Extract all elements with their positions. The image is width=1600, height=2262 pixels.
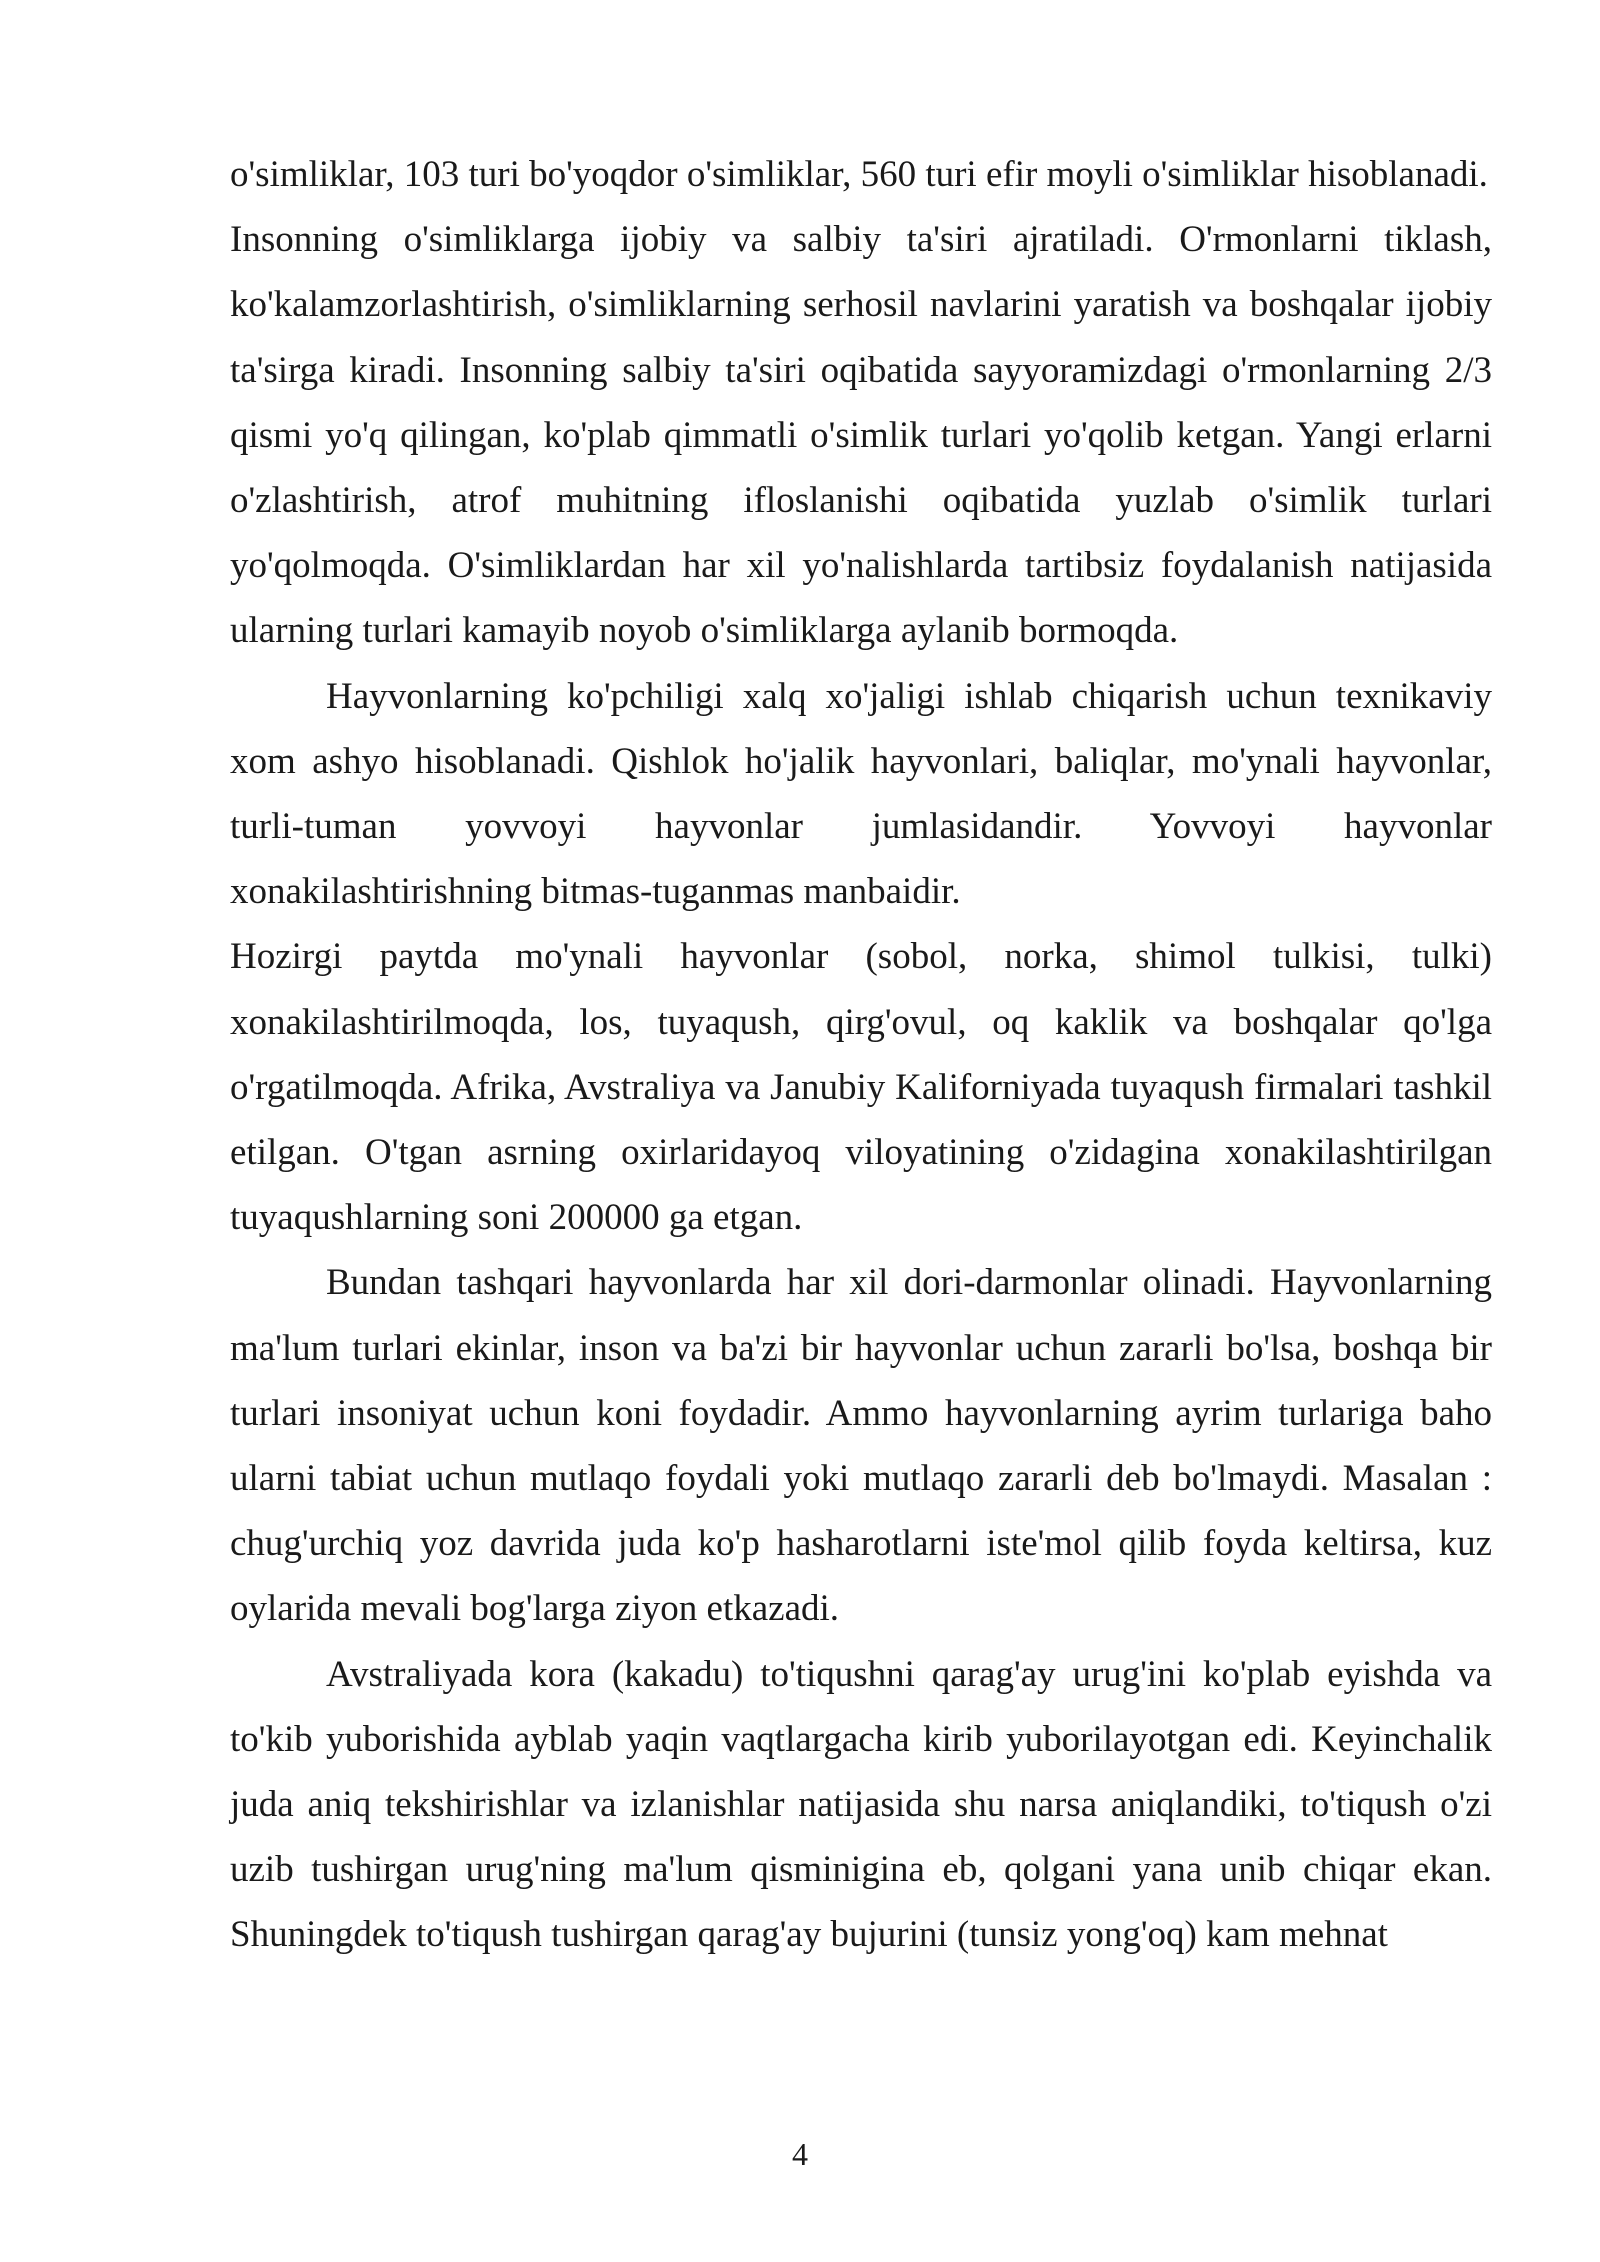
paragraph: Insonning o'simliklarga ijobiy va salbiy ta'siri ajratiladi. O'rmonlarni tiklash, ko'kalamzorlashtirish, o'simliklarning serhosil navlarini yaratish va boshqalar ijobiy ta'sirga kiradi. Insonning salbiy ta'siri oqibatida sayyoramizdagi o'rmonlarning 2/3 qismi yo'q qilingan, ko'plab qimmatli o'simlik turlari yo'qolib ketgan. Yangi erlarni o'zlashtirish, atrof muhitning ifloslanishi oqibatida yuzlab o'simlik turlari yo'qolmoqda. O'simliklardan har xil yo'nalishlarda tartibsiz foydalanish natijasida ularning turlari kamayib noyob o'simliklarga aylanib bormoqda.: [230, 219, 1492, 652]
paragraph: Hozirgi paytda mo'ynali hayvonlar (sobol, norka, shimol tulkisi, tulki) xonakilashtirilmoqda, los, tuyaqush, qirg'ovul, oq kaklik va boshqalar qo'lga o'rgatilmoqda. Afrika, Avstraliya va Janubiy Kaliforniyada tuyaqush firmalari tashkil etilgan. O'tgan asrning oxirlaridayoq viloyatining o'zidagina xonakilashtirilgan tuyaqushlarning soni 200000 ga etgan.: [230, 936, 1492, 1239]
page-number: 4: [792, 2136, 808, 2172]
page-body: [230, 142, 1492, 1968]
paragraph: o'simliklar, 103 turi bo'yoqdor o'simliklar, 560 turi efir moyli o'simliklar hisoblanadi.: [230, 154, 1488, 195]
paragraph: Hayvonlarning ko'pchiligi xalq xo'jaligi ishlab chiqarish uchun texnikaviy xom ashyo hisoblanadi. Qishlok ho'jalik hayvonlari, baliqlar, mo'ynali hayvonlar, turli-tuman yovvoyi hayvonlar jumlasidandir. Yovvoyi hayvonlar xonakilashtirishning bitmas-tuganmas manbaidir.: [230, 675, 1492, 913]
paragraph: Bundan tashqari hayvonlarda har xil dori-darmonlar olinadi. Hayvonlarning ma'lum turlari ekinlar, inson va ba'zi bir hayvonlar uchun zararli bo'lsa, boshqa bir turlari insoniyat uchun koni foydadir. Ammo hayvonlarning ayrim turlariga baho ularni tabiat uchun mutlaqo foydali yoki mutlaqo zararli deb bo'lmaydi. Masalan : chug'urchiq yoz davrida juda ko'p hasharotlarni iste'mol qilib foyda keltirsa, kuz oylarida mevali bog'larga ziyon etkazadi.: [230, 1262, 1492, 1630]
paragraph: Avstraliyada kora (kakadu) to'tiqushni qarag'ay urug'ini ko'plab eyishda va to'kib yuborishida ayblab yaqin vaqtlargacha kirib yuborilayotgan edi. Keyinchalik juda aniq tekshirishlar va izlanishlar natijasida shu narsa aniqlandiki, to'tiqush o'zi uzib tushirgan urug'ning ma'lum qisminigina eb, qolgani yana unib chiqar ekan. Shuningdek to'tiqush tushirgan qarag'ay bujurini (tunsiz yong'oq) kam mehnat: [230, 1653, 1492, 1956]
